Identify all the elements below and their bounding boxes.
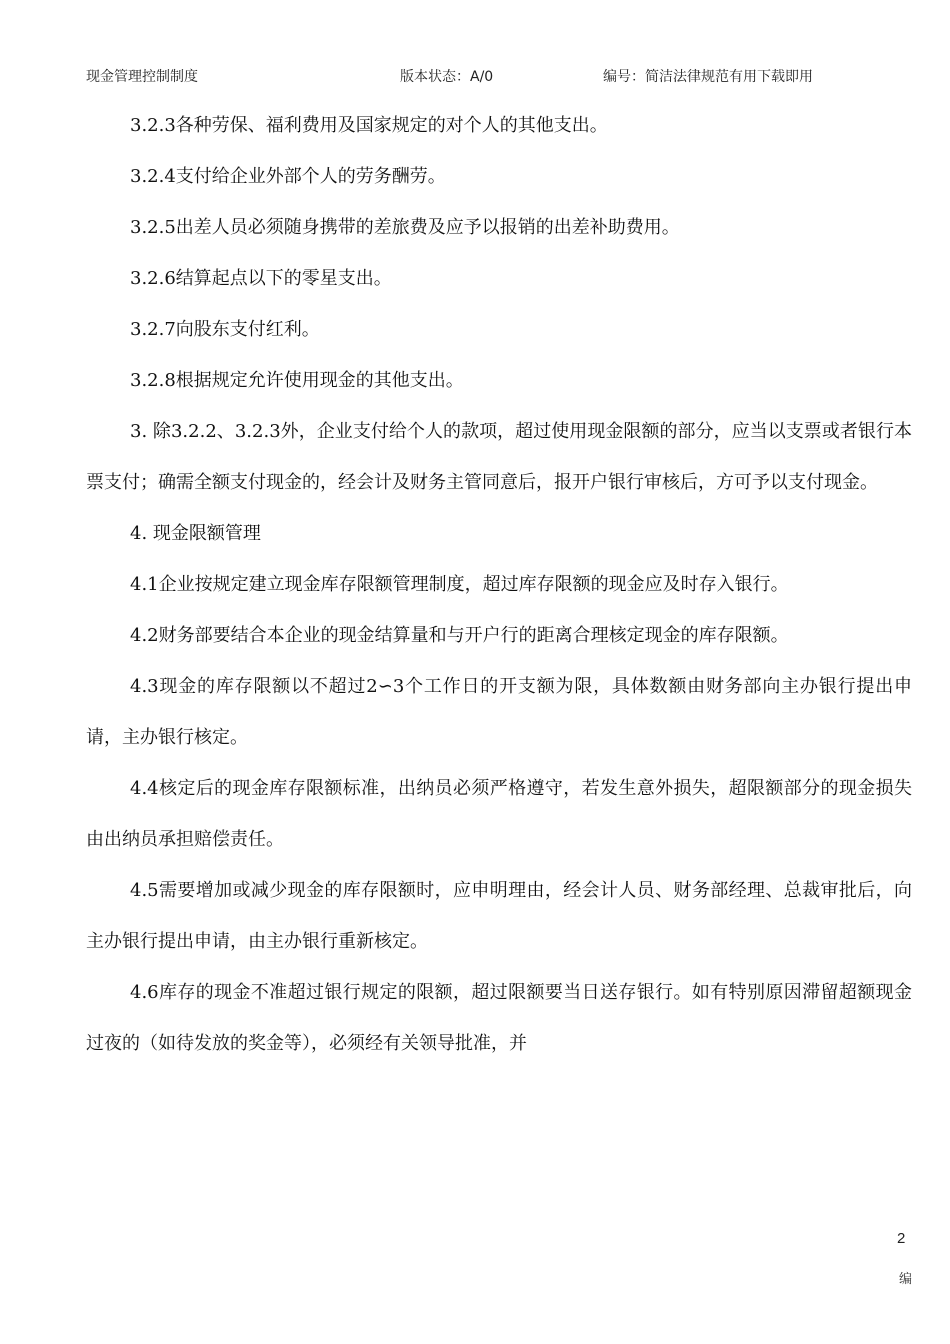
paragraph-3-2-3: 3.2.3各种劳保、福利费用及国家规定的对个人的其他支出。 xyxy=(130,115,608,136)
header-doc-number: 编号：简洁法律规范有用下载即用 xyxy=(603,69,813,85)
paragraph-4-2: 4.2财务部要结合本企业的现金结算量和与开户行的距离合理核定现金的库存限额。 xyxy=(130,625,789,646)
paragraph-4-4: 4.4核定后的现金库存限额标准，出纳员必须严格遵守，若发生意外损失，超限额部分的现金损失由出纳员承担赔偿责任。 xyxy=(86,778,912,850)
paragraph-4-6: 4.6库存的现金不准超过银行规定的限额，超过限额要当日送存银行。如有特别原因滞留超额现金过夜的（如待发放的奖金等），必须经有关领导批准，并 xyxy=(86,982,912,1054)
section-heading-4: 4. 现金限额管理 xyxy=(130,523,261,544)
paragraph-3-2-4: 3.2.4支付给企业外部个人的劳务酬劳。 xyxy=(130,166,446,187)
header-version: 版本状态：A/0 xyxy=(400,69,494,85)
page-number: 2 xyxy=(897,1230,906,1247)
paragraph-3-2-8: 3.2.8根据规定允许使用现金的其他支出。 xyxy=(130,370,464,391)
document-body xyxy=(86,100,912,1069)
paragraph-4-3: 4.3现金的库存限额以不超过2∽3个工作日的开支额为限，具体数额由财务部向主办银行提出申请，主办银行核定。 xyxy=(86,676,912,748)
paragraph-3-2-6: 3.2.6结算起点以下的零星支出。 xyxy=(130,268,392,289)
paragraph-3-2-5: 3.2.5出差人员必须随身携带的差旅费及应予以报销的出差补助费用。 xyxy=(130,217,680,238)
footer-note: 编 xyxy=(899,1272,913,1287)
paragraph-3-2-7: 3.2.7向股东支付红利。 xyxy=(130,319,320,340)
paragraph-3: 3. 除3.2.2、3.2.3外，企业支付给个人的款项，超过使用现金限额的部分，应当以支票或者银行本票支付；确需全额支付现金的，经会计及财务主管同意后，报开户银行审核后，方可予以支付现金。 xyxy=(86,421,912,493)
paragraph-4-5: 4.5需要增加或减少现金的库存限额时，应申明理由，经会计人员、财务部经理、总裁审批后，向主办银行提出申请，由主办银行重新核定。 xyxy=(86,880,912,952)
paragraph-4-1: 4.1企业按规定建立现金库存限额管理制度，超过库存限额的现金应及时存入银行。 xyxy=(130,574,789,595)
header-title: 现金管理控制制度 xyxy=(86,69,198,85)
